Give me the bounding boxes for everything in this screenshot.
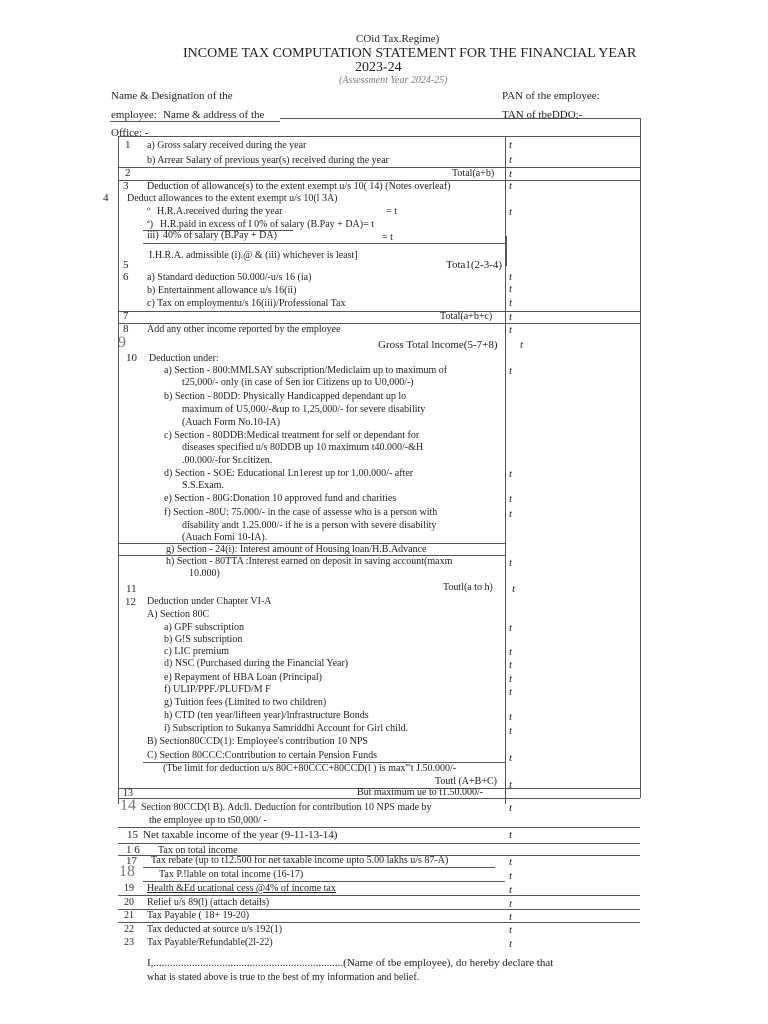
regime-label: COid Tax.Regime) (356, 33, 440, 45)
section-80tta-max: 10.000) (189, 568, 220, 579)
section-80ccc-label: C) Section 80CCC:Contribution to certain Pension Funds (147, 750, 377, 761)
forty-percent-value: = t (382, 232, 393, 243)
standard-deduction-label: a) Standard deduction 50.000/-u/s 16 (ia) (147, 272, 312, 283)
section-80u-label: f) Section -80U: 75.000/- in the case of assesse who is a person with (164, 507, 438, 518)
row-divider (118, 895, 640, 896)
deduction-under-label: Deduction under: (149, 353, 219, 364)
total-label: Toutl (A+B+C) (435, 776, 497, 787)
rupee-symbol: t (509, 311, 513, 323)
allowance-exempt-label: Deduction of allowance(s) to the extent exempt u/s 10( 14) (Notes overleaf) (147, 181, 451, 192)
tax-rebate-label: Tax rebate (up to t12.500 for net taxable income upto 5.00 lakhs u/s 87-A) (151, 855, 449, 866)
row-divider (118, 922, 640, 923)
rupee-symbol: t (509, 180, 513, 192)
professional-tax-label: c) Tax on employmentu/s 16(iii)/Professional Tax (147, 298, 346, 309)
row-number: 11 (126, 583, 137, 595)
tax-on-total-income-label: Tax on total income (158, 845, 238, 856)
roman-marker: ª) (147, 219, 154, 230)
section-80ccd1b-detail: the employee up to t50,000/ - (149, 815, 267, 826)
employee-label: employee: (111, 109, 157, 121)
rupee-symbol: t (509, 206, 513, 218)
other-income-label: Add any other income reported by the employee (147, 324, 341, 335)
rupee-symbol: t (509, 493, 513, 505)
row-number: 15 (127, 829, 138, 841)
hra-received-value: = t (386, 206, 397, 217)
arrear-salary-label: b) Arrear Salary of previous year(s) received during the year (147, 155, 389, 166)
row-number: 1 6 (126, 844, 140, 856)
section-80d-detail: t25,000/- only (in case of Sen ior Citizens up to U0,000/-) (182, 377, 414, 388)
row-divider (118, 798, 640, 799)
tuition-label: g) Tuition fees (Limited to two children) (164, 697, 327, 708)
total-label: Total(a+b+c) (440, 311, 493, 322)
gross-total-income-label: Gross Total lncome(5-7+8) (378, 339, 498, 351)
rupee-symbol: t (509, 139, 513, 151)
rupee-symbol: t (509, 468, 513, 480)
rupee-symbol: t (509, 752, 513, 764)
row-number: 10 (126, 352, 137, 364)
rupee-symbol: t (509, 686, 513, 698)
nsc-label: d) NSC (Purchased during the Financial Year) (164, 658, 349, 669)
section-80tta-label: h) Section - 80TTA :Interest earned on deposit in saving account(maxm (166, 556, 453, 567)
rupee-symbol: t (509, 168, 513, 180)
rupee-symbol: t (509, 924, 513, 936)
rupee-symbol: t (509, 659, 513, 671)
hra-exempt-label: Deduct allowances to the extent exempt u/s 10(l 3A) (127, 193, 338, 204)
row-divider (143, 867, 495, 868)
office-label: Office: - (111, 127, 149, 139)
rupee-symbol: t (512, 583, 516, 595)
declaration-line-1-end: of tbe employee), do hereby declare that (375, 957, 554, 969)
rupee-symbol: t (509, 711, 513, 723)
rupee-symbol: t (509, 557, 513, 569)
row-number: 14 (120, 797, 136, 814)
roman-marker: iii) (147, 230, 159, 241)
rupee-symbol: t (509, 884, 513, 896)
hba-label: e) Repayment of HBA Loan (Principal) (164, 672, 323, 683)
page-title: INCOME TAX COMPUTATION STATEMENT FOR THE FINANCIAL YEAR (183, 46, 637, 61)
row-divider (118, 311, 640, 312)
lic-label: c) LIC premium (164, 646, 229, 657)
tax-payable-total-label: Tax Payable ( 18+ 19-20) (147, 910, 250, 921)
rupee-symbol: t (509, 898, 513, 910)
row-number: 23 (124, 937, 134, 948)
rupee-symbol: t (509, 271, 513, 283)
forty-percent-label: 40% of salary (B.Pay + DA) (163, 230, 277, 241)
financial-year: 2023-24 (355, 60, 402, 75)
section-80u-form: (Auach Fomi 10-IA). (182, 532, 268, 543)
gis-label: b) G!S subscription (164, 634, 243, 645)
net-taxable-income-label: Net taxable income of the year (9-11-13-14) (143, 829, 338, 841)
table-top (118, 136, 640, 137)
row-number: 21 (124, 910, 134, 921)
table-border-right (640, 118, 641, 798)
row-number: 1 (125, 139, 131, 151)
rupee-symbol: t (509, 365, 513, 377)
total-label: Tota1(2-3-4) (446, 259, 503, 271)
rupee-symbol: t (509, 725, 513, 737)
row-divider (143, 243, 505, 244)
row-number: 7 (123, 310, 129, 322)
rupee-symbol: t (509, 508, 513, 520)
rupee-symbol: t (509, 829, 513, 841)
section-80e-label: d) Section - SOE: Educational Ln1erest up tor 1.00.000/- after (164, 468, 414, 479)
rupee-symbol: t (509, 870, 513, 882)
hra-admissible-label: I.H.R.A. admissible (i).@ & (iii) whichever is least] (149, 250, 358, 261)
name-address-label: Name & address of the (163, 109, 265, 121)
ulip-label: f) ULIP/PPF./PLUFD/M F (164, 684, 271, 695)
section-80ccd1-label: B) Section80CCD(1): Employee's contribution 10 NPS (147, 736, 368, 747)
rupee-symbol: t (509, 154, 513, 166)
rupee-symbol: t (509, 911, 513, 923)
row-number: 8 (123, 323, 129, 335)
total-label: Total(a+b) (452, 168, 495, 179)
row-divider (118, 827, 640, 828)
table-border-left (118, 136, 119, 804)
row-number: 22 (124, 924, 134, 935)
rupee-symbol: t (509, 283, 513, 295)
section-80u-detail: disability andt 1.25.000/- if he is a person with severe disability (182, 520, 437, 531)
section-80dd-form: (Auach Form No.10-IA) (182, 417, 281, 428)
hra-received-label: H.R.A.received during the year (157, 206, 283, 217)
divider (110, 121, 280, 122)
rupee-symbol: t (520, 339, 524, 351)
rupee-symbol: t (509, 802, 513, 814)
entertainment-allowance-label: b) Entertainment allowance u/s 16(ii) (147, 285, 297, 296)
section-80d-label: a) Section - 800:MMLSAY subscription/Mediclaim up to maximum of (164, 365, 448, 376)
rupee-symbol: t (509, 324, 513, 336)
limit-note: (Tbe limit for deduction u/s 80C+80CCC+80CCD(l ) is max'''t J.50.000/- (163, 763, 457, 774)
row-number: 6 (123, 271, 129, 283)
row-number: 17 (126, 855, 137, 867)
declaration-line-1 (147, 958, 553, 969)
row-divider (118, 843, 640, 844)
row-number: 13 (123, 788, 133, 799)
section-24-label: g) Section - 24(i): Interest amount of Housing loan/H.B.Advance (166, 544, 427, 555)
rupee-symbol: t (509, 779, 513, 791)
assessment-year: (Assessment Year 2024-25) (339, 75, 448, 86)
row-number: 2 (125, 167, 131, 179)
rupee-symbol: t (509, 297, 513, 309)
section-80g-label: e) Section - 80G:Donation 10 approved fund and charities (164, 493, 397, 504)
row-number: 9 (118, 334, 126, 351)
row-number: 4 (103, 192, 109, 204)
row-number: 20 (124, 897, 134, 908)
rupee-symbol: t (509, 622, 513, 634)
tds-label: Tax deducted at source u/s 192(1) (147, 924, 283, 935)
rupee-symbol: t (509, 938, 513, 950)
row-divider (118, 167, 640, 168)
max-80c-label: But maximum ue to t1.50.000/- (357, 787, 484, 798)
gross-salary-label: a) Gross salary received during the year (147, 140, 307, 151)
relief-label: Relief u/s 89(l) (attach details) (147, 897, 270, 908)
name-designation-label: Name & Designation of the (111, 90, 233, 102)
declaration-line-2: what is stated above is true to the best of my information and belief. (147, 972, 420, 983)
declaration-name-blank: I,.....................................................................(Name (147, 957, 374, 969)
rupee-symbol: t (509, 673, 513, 685)
row-number: 18 (119, 863, 135, 880)
sukanya-label: i) Subscription to Sukanya Samriddhi Account for Girl child. (164, 723, 409, 734)
row-number: 5 (123, 259, 129, 271)
section-80dd-label: b) Section - 80DD: Physically Handicapped dependant up lo (164, 391, 407, 402)
section-80dd-detail: maximum of U5,000/-&up to 1,25,000/- for severe disability (182, 404, 426, 415)
row-number: 19 (124, 883, 134, 894)
divider (280, 118, 640, 119)
total-label: Toutl(a to h) (443, 582, 493, 593)
bracket-line (505, 236, 507, 266)
row-divider (143, 881, 505, 882)
section-80ccd1b-label: Section 80CCD(l B). Adcll. Deduction for contribution 10 NPS made by (141, 802, 432, 813)
rupee-symbol: t (509, 646, 513, 658)
gpf-label: a) GPF subscription (164, 622, 244, 633)
pan-label: PAN of the employee: (502, 90, 600, 102)
section-80ddb-label: c) Section - 80DDB:Medical treatment for self or dependant for (164, 430, 420, 441)
rupee-symbol: t (509, 856, 513, 868)
roman-marker: º (147, 206, 151, 217)
tax-payable-label: Tax P.!lable on total income (16-17) (159, 869, 304, 880)
section-80ddb-senior: .00.000/-for Sr.citizen. (182, 455, 273, 466)
section-80e-detail: S.S.Exam. (182, 480, 224, 491)
rent-excess-label: H.R.paid in excess of I 0% of salary (B.Pay + DA)= t (160, 219, 375, 230)
row-number: 3 (123, 180, 129, 192)
section-80c-label: A) Section 80C (147, 609, 210, 620)
section-80ddb-detail: diseases specified u/s 80DDB up 10 maximum t40.000/-&H (182, 442, 424, 453)
chapter-via-label: Deduction under Chapter VI-A (147, 596, 272, 607)
row-number: 12 (125, 596, 136, 608)
cess-label: Health &Ed ucational cess @4% of income tax (147, 883, 336, 894)
refundable-label: Tax Payable/Refundable(2l-22) (147, 937, 273, 948)
ctd-label: h) CTD (ten year/lifteen year)/lnfrastructure Bonds (164, 710, 369, 721)
tan-label: TAN of tbeDDO:- (502, 109, 583, 121)
